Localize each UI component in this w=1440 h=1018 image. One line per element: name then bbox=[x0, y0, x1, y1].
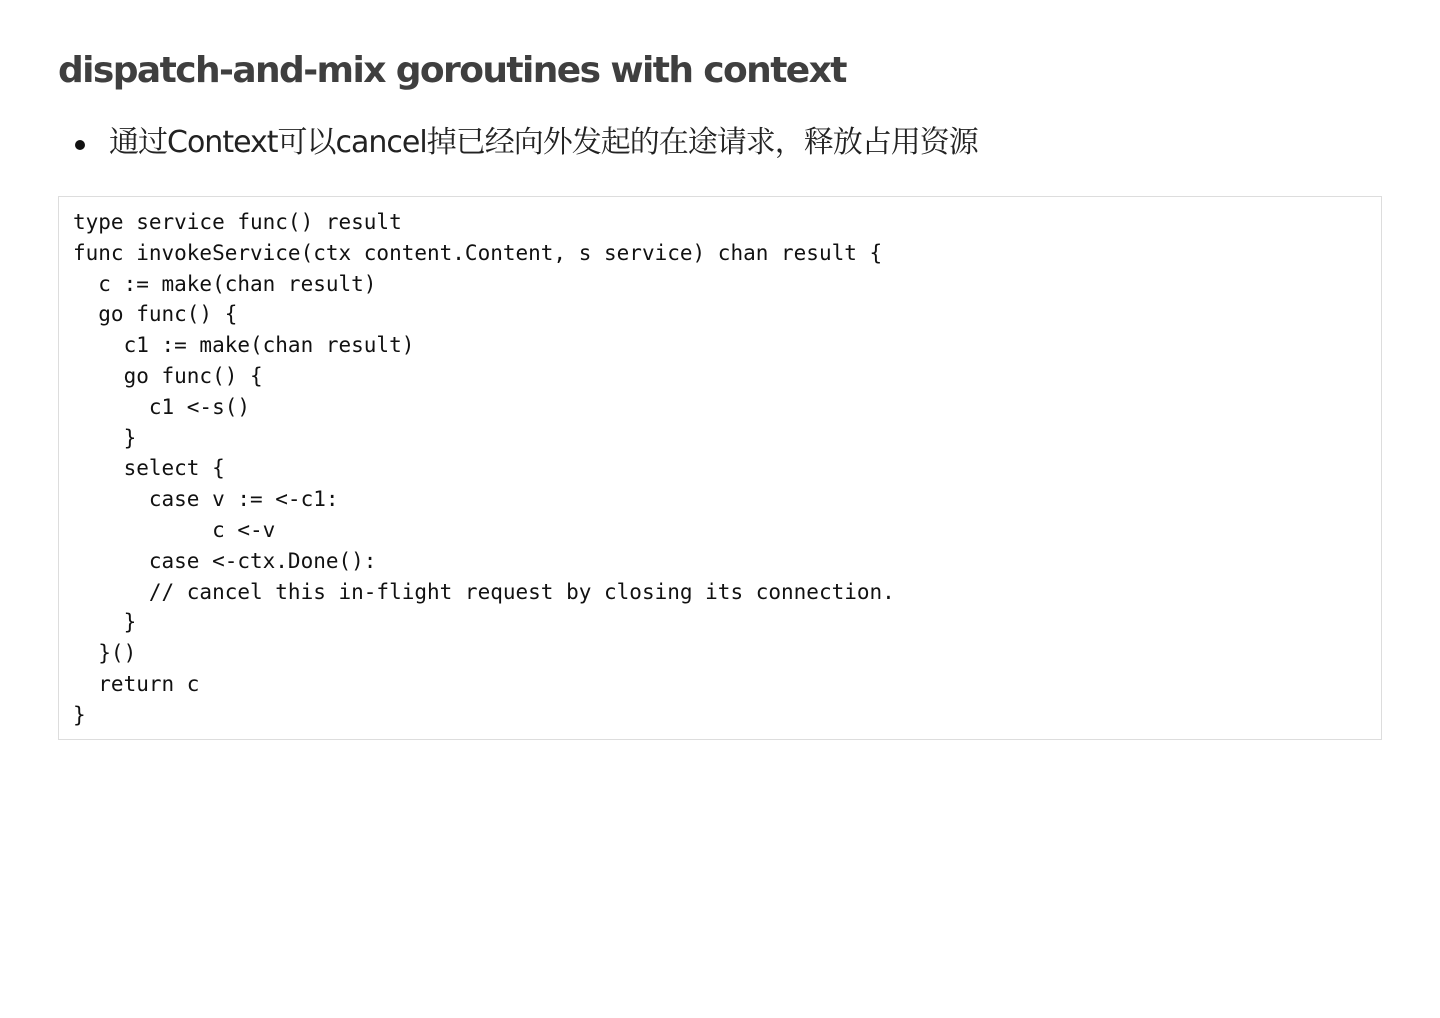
code-line: c := make(chan result) bbox=[73, 271, 377, 296]
bullet-text: 通过Context可以cancel掉已经向外发起的在途请求，释放占用资源 bbox=[109, 125, 978, 160]
code-line: }() bbox=[73, 641, 137, 666]
code-line: case v := <-c1: bbox=[73, 487, 339, 512]
code-line: } bbox=[73, 425, 137, 450]
code-line: type service func() result bbox=[73, 210, 402, 234]
bullet-dot-icon bbox=[75, 140, 85, 150]
code-line: case <-ctx.Done(): bbox=[73, 548, 377, 573]
code-line: } bbox=[73, 610, 137, 635]
bullet-item bbox=[58, 123, 1382, 163]
code-line: go func() { bbox=[73, 302, 238, 327]
slide bbox=[58, 0, 1382, 740]
code-line: } bbox=[73, 702, 86, 727]
code-line: go func() { bbox=[73, 363, 263, 388]
code-block bbox=[58, 196, 1382, 740]
slide-title: dispatch-and-mix goroutines with context bbox=[58, 50, 846, 91]
code-line: select { bbox=[73, 456, 225, 481]
bullet-list bbox=[58, 123, 1382, 163]
code-line: c1 := make(chan result) bbox=[73, 333, 415, 358]
code-line: c <-v bbox=[73, 517, 276, 542]
code-line: // cancel this in-flight request by closing its connection. bbox=[73, 579, 895, 604]
code-line: return c bbox=[73, 671, 200, 696]
code-line: func invokeService(ctx content.Content, s service) chan result { bbox=[73, 240, 883, 265]
code-line: c1 <-s() bbox=[73, 394, 251, 419]
